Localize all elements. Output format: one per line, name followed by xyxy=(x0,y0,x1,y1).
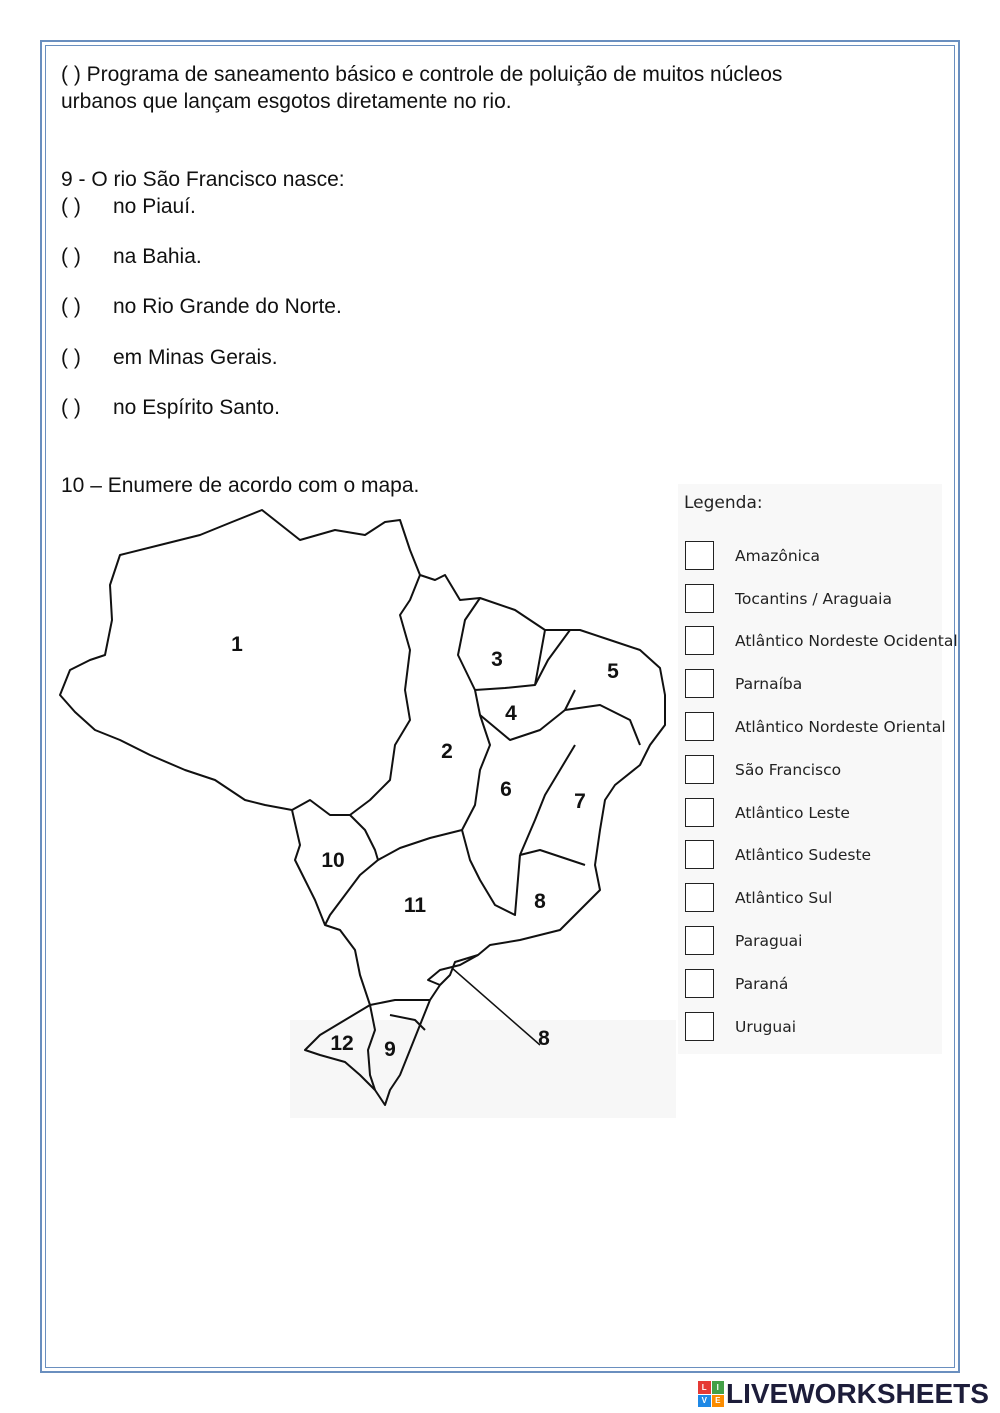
map-number-amazonica: 1 xyxy=(231,633,243,656)
legend-title: Legenda: xyxy=(684,493,763,513)
map-number-parnaiba: 4 xyxy=(505,702,517,725)
q9-option-label: no Espírito Santo. xyxy=(113,396,280,419)
divide-8-coast xyxy=(428,955,478,985)
legend-item-tocantins-araguaia xyxy=(685,584,940,616)
map-number-tocantins: 2 xyxy=(441,740,453,763)
logo-letter: E xyxy=(712,1395,725,1408)
legend-label: Parnaíba xyxy=(735,675,803,693)
divide-amazon-tocantins xyxy=(292,575,420,815)
divide-4-6 xyxy=(480,690,575,740)
map-number-sao-francisco: 6 xyxy=(500,778,512,801)
legend-label: Atlântico Nordeste Ocidental xyxy=(735,632,958,650)
intro-line-1: ( ) Programa de saneamento básico e controle de poluição de muitos núcleos xyxy=(61,63,783,86)
q9-answer-blank[interactable]: ( ) xyxy=(61,295,81,318)
map-number-nordeste-oriental: 5 xyxy=(607,660,619,683)
legend-answer-box[interactable] xyxy=(685,1012,714,1041)
divide-5-6 xyxy=(565,705,640,745)
legend-label: Atlântico Nordeste Oriental xyxy=(735,718,946,736)
q9-option-label: na Bahia. xyxy=(113,245,202,268)
map-legend xyxy=(678,484,958,1054)
divide-7-8 xyxy=(520,850,585,865)
legend-label: Atlântico Sul xyxy=(735,889,833,907)
legend-answer-box[interactable] xyxy=(685,883,714,912)
divide-9-12 xyxy=(368,1005,375,1090)
legend-item-amazonica xyxy=(685,541,940,573)
legend-label: Paraguai xyxy=(735,932,803,950)
legend-answer-box[interactable] xyxy=(685,755,714,784)
q9-answer-blank[interactable]: ( ) xyxy=(61,346,81,369)
question-10: 10 – Enumere de acordo com o mapa. xyxy=(61,474,420,497)
legend-item-sao-francisco xyxy=(685,755,940,787)
legend-answer-box[interactable] xyxy=(685,669,714,698)
legend-item-uruguai xyxy=(685,1012,940,1044)
liveworksheets-logo-icon xyxy=(698,1381,724,1407)
divide-parana-south xyxy=(370,1000,430,1005)
legend-item-nordeste-oriental xyxy=(685,712,946,744)
legend-item-paraguai xyxy=(685,926,940,958)
legend-answer-box[interactable] xyxy=(685,798,714,827)
legend-label: Tocantins / Araguaia xyxy=(735,590,892,608)
q9-option-label: em Minas Gerais. xyxy=(113,346,278,369)
q9-answer-blank[interactable]: ( ) xyxy=(61,396,81,419)
legend-label: Uruguai xyxy=(735,1018,797,1036)
legend-item-sul xyxy=(685,883,940,915)
map-number-parana: 11 xyxy=(403,894,427,917)
legend-label: Atlântico Sudeste xyxy=(735,846,872,864)
logo-letter: I xyxy=(712,1381,725,1394)
legend-answer-box[interactable] xyxy=(685,626,714,655)
divide-tocantins-east xyxy=(458,598,490,830)
legend-answer-box[interactable] xyxy=(685,969,714,998)
legend-label: Amazônica xyxy=(735,547,820,565)
map-number-sudeste: 8 xyxy=(534,890,546,913)
map-number-leste: 7 xyxy=(574,790,586,813)
divide-tocantins-parana xyxy=(350,815,462,860)
q9-option-label: no Rio Grande do Norte. xyxy=(113,295,342,318)
map-number-paraguai: 10 xyxy=(321,849,345,872)
legend-label: Atlântico Leste xyxy=(735,804,850,822)
map-number-sudeste-pointer: 8 xyxy=(538,1027,550,1050)
map-number-sul: 9 xyxy=(384,1038,396,1061)
divide-6-7 xyxy=(520,745,575,855)
legend-item-leste xyxy=(685,798,940,830)
question-9: 9 - O rio São Francisco nasce: xyxy=(61,168,345,191)
legend-answer-box[interactable] xyxy=(685,584,714,613)
divide-3-4 xyxy=(475,630,545,690)
legend-item-nordeste-ocidental xyxy=(685,626,958,658)
legend-item-parana xyxy=(685,969,940,1001)
q9-option-label: no Piauí. xyxy=(113,195,196,218)
legend-answer-box[interactable] xyxy=(685,926,714,955)
intro-line-2: urbanos que lançam esgotos diretamente no rio. xyxy=(61,90,512,113)
liveworksheets-footer[interactable] xyxy=(698,1378,989,1410)
logo-letter: V xyxy=(698,1395,711,1408)
map-number-nordeste-ocidental: 3 xyxy=(491,648,503,671)
legend-label: Paraná xyxy=(735,975,789,993)
legend-label: São Francisco xyxy=(735,761,842,779)
logo-letter: L xyxy=(698,1381,711,1394)
q9-answer-blank[interactable]: ( ) xyxy=(61,245,81,268)
legend-item-sudeste xyxy=(685,840,940,872)
legend-item-parnaiba xyxy=(685,669,940,701)
brand-name: LIVEWORKSHEETS xyxy=(726,1378,989,1409)
map-number-uruguai: 12 xyxy=(330,1032,354,1055)
legend-answer-box[interactable] xyxy=(685,840,714,869)
q9-answer-blank[interactable]: ( ) xyxy=(61,195,81,218)
leader-line-8 xyxy=(452,968,540,1045)
legend-answer-box[interactable] xyxy=(685,541,714,570)
legend-answer-box[interactable] xyxy=(685,712,714,741)
divide-6-8 xyxy=(462,830,520,915)
